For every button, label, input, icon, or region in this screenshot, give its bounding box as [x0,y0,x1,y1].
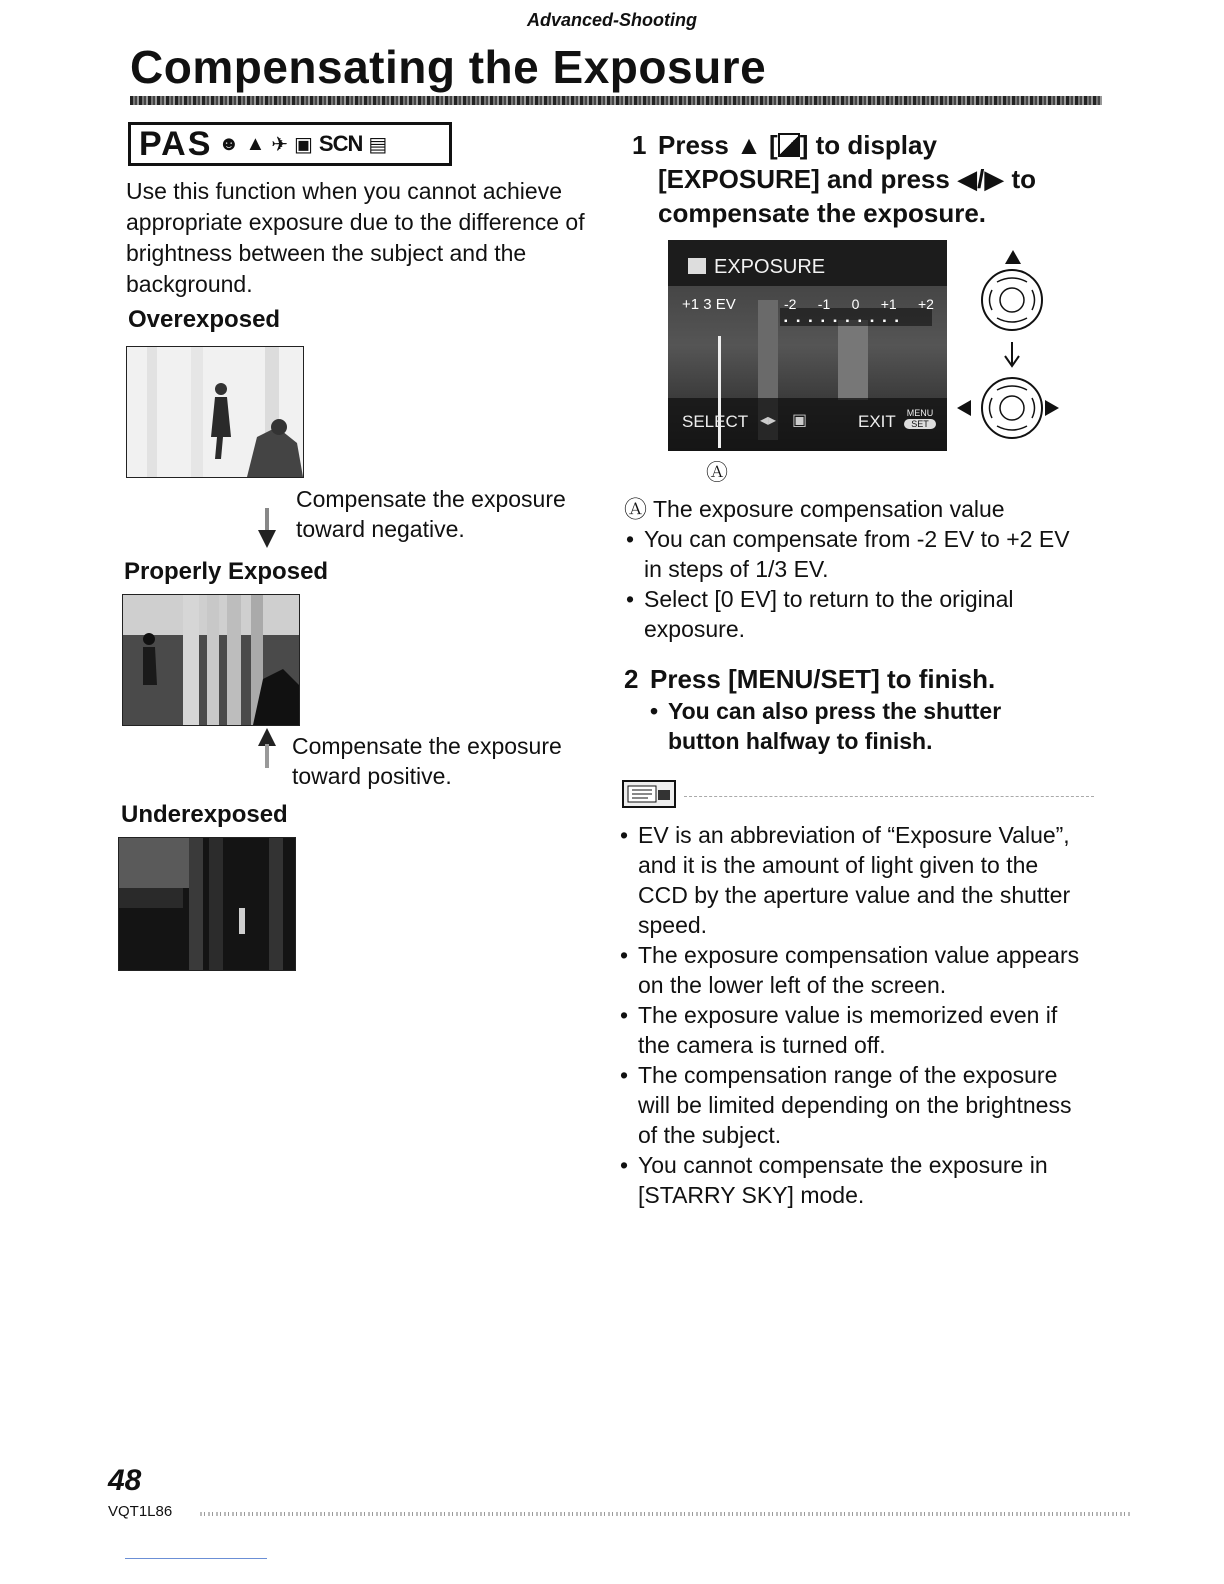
title-rule [130,96,1102,105]
tip-limited-range: • The compensation range of the exposure will be limited depending on the brightness of the subject. [618,1060,1088,1150]
mode-letters: PAS [139,124,213,163]
properly-exposed-note [292,731,562,791]
tip-display-location: • The exposure compensation value appears on the lower left of the screen. [618,940,1088,1000]
properly-exposed-label: Properly Exposed [124,558,329,585]
callout-a-marker: Ⓐ [706,460,729,485]
properly-exposed-note-line2: toward positive. [292,763,452,789]
note-memo-icon [622,780,676,808]
page-number: 48 [108,1464,142,1497]
up-arrow-icon [258,728,276,768]
lcd-exit-label: EXIT [858,412,896,431]
cursor-button-diagram [955,246,1065,446]
footer-rule [200,1512,1130,1516]
down-arrow-icon [258,508,276,548]
lcd-exposure-icon: ▣ [792,412,808,429]
exposure-compensation-icon [778,133,800,157]
underexposed-label: Underexposed [121,801,288,828]
page-title: Compensating the Exposure [130,41,767,93]
lcd-left-right-icon: ◂▸ [760,412,777,429]
zero-ev-note: • Select [0 EV] to return to the original exposure. [624,584,1084,644]
lcd-menu-set-icon [904,408,936,429]
ev-scale-m2: -2 [784,296,797,312]
overexposed-note-line2: toward negative. [296,516,465,542]
lcd-menu-text: MENU [906,408,934,418]
lcd-title: EXPOSURE [714,256,826,278]
sports-mode-icon: ✈ [271,133,288,156]
properly-exposed-photo-art [123,595,299,725]
step-2-text: Press [MENU/SET] to finish. [650,664,996,694]
step-1-text [658,128,1078,230]
step-2-number: 2 [624,664,639,694]
ev-scale-0: 0 [851,296,860,312]
step-1-line3: compensate the exposure. [658,198,986,228]
tip-starry-sky: • You cannot compensate the exposure in [STARRY SKY] mode. [618,1150,1088,1210]
overexposed-note-line1: Compensate the exposure [296,486,566,512]
overexposed-note [296,484,566,544]
scn-mode-label: SCN [318,131,363,156]
overexposed-photo [126,346,304,478]
mode-indicator-box [128,122,452,166]
ev-range-note: • You can compensate from -2 EV to +2 EV in steps of 1/3 EV. [624,524,1084,584]
lcd-set-text: SET [904,419,936,429]
tip-memorized: • The exposure value is memorized even if the camera is turned off. [618,1000,1088,1060]
lcd-ev-ticks: ▪ ▪ ▪ ▪ ▪ ▪ ▪ ▪ ▪ ▪ [784,316,902,327]
underexposed-photo-art [119,838,295,970]
step-1-line1-a: Press ▲ [ [658,130,778,160]
tips-list [618,820,1088,1210]
lcd-ev-value: +1 3 EV [682,296,736,313]
underexposed-photo [118,837,296,971]
section-header: Advanced-Shooting [527,10,697,30]
movie-mode-icon: ▤ [368,133,388,156]
ev-scale-p2: +2 [917,296,934,312]
note-divider [684,796,1094,797]
step-2-bullet: • You can also press the shutter button halfway to finish. [648,696,1068,756]
overexposed-label: Overexposed [128,306,281,333]
document-code: VQT1L86 [108,1503,173,1520]
step-1-line2: [EXPOSURE] and press ◀/▶ to [658,164,1037,194]
callout-a-text: Ⓐ The exposure compensation value [624,496,1005,522]
portrait-mode-icon: ☻ [218,132,240,155]
lcd-select-label: SELECT [682,412,749,431]
cursor-button-art [955,246,1065,446]
step-1-line1-b: ] to display [799,130,937,160]
bottom-blue-line [125,1558,267,1559]
landscape-mode-icon: ▲ [245,132,266,155]
intro-paragraph: Use this function when you cannot achieve appropriate exposure due to the difference of brightness between the subject and the background. [126,178,585,297]
ev-scale-p1: +1 [880,296,897,312]
step-1-number: 1 [632,130,647,160]
lcd-exposure-screen [668,240,947,451]
step-1-notes [624,494,1084,644]
step-1 [632,128,1092,238]
lcd-ev-scale [784,296,934,312]
properly-exposed-note-line1: Compensate the exposure [292,733,562,759]
ev-scale-m1: -1 [817,296,831,312]
overexposed-photo-art [127,347,303,477]
properly-exposed-photo [122,594,300,726]
tip-ev-definition: • EV is an abbreviation of “Exposure Value”, and it is the amount of light given to the CCD by the aperture value and the shutter speed. [618,820,1088,940]
scene-card-icon: ▣ [294,133,313,156]
step-1-line1 [658,128,1078,162]
